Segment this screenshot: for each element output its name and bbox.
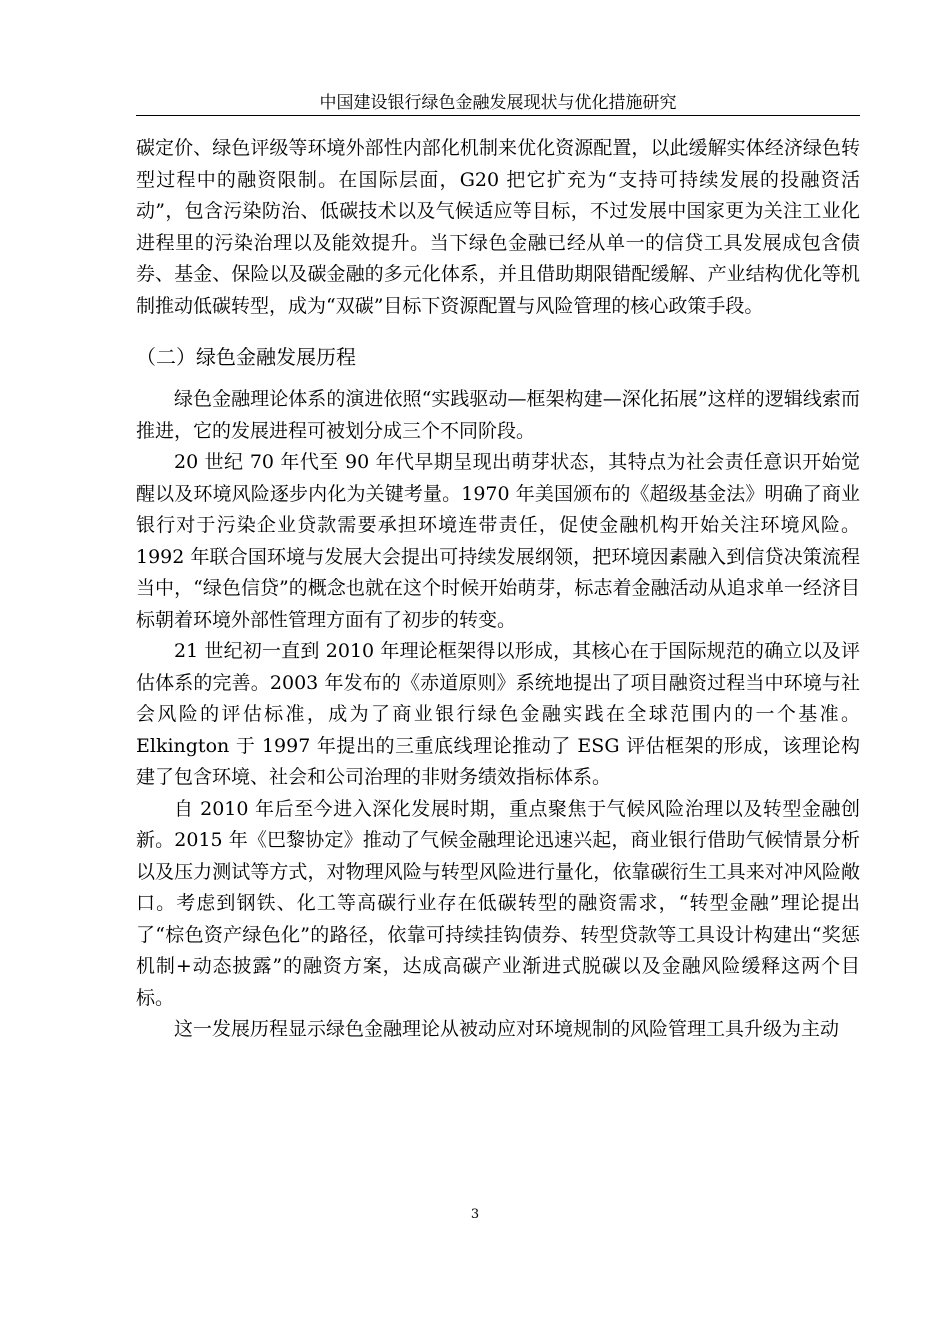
header-divider: [136, 115, 860, 116]
page-number: 3: [470, 1207, 480, 1222]
paragraph-overview: 绿色金融理论体系的演进依照“实践驱动—框架构建—深化拓展”这样的逻辑线索而推进，它的发展进程可被划分成三个不同阶段。: [136, 388, 860, 442]
page-body: [136, 133, 860, 1046]
paragraph-stage-one: 20 世纪 70 年代至 90 年代早期呈现出萌芽状态，其特点为社会责任意识开始觉醒以及环境风险逐步内化为关键考量。1970 年美国颁布的《超级基金法》明确了商业银行对于污染企业贷款需要承担环境连带责任，促使金融机构开始关注环境风险。1992 年联合国环境与发展大会提出可持续发展纲领，把环境因素融入到信贷决策流程当中，“绿色信贷”的概念也就在这个时候开始萌芽，标志着金融活动从追求单一经济目标朝着环境外部性管理方面有了初步的转变。: [136, 451, 860, 631]
paragraph-stage-three: 自 2010 年后至今进入深化发展时期，重点聚焦于气候风险治理以及转型金融创新。2015 年《巴黎协定》推动了气候金融理论迅速兴起，商业银行借助气候情景分析以及压力测试等方式，对物理风险与转型风险进行量化，依靠碳衍生工具来对冲风险敞口。考虑到钢铁、化工等高碳行业存在低碳转型的融资需求，“转型金融”理论提出了“棕色资产绿色化”的路径，依靠可持续挂钩债券、转型贷款等工具设计构建出“奖惩机制+动态披露”的融资方案，达成高碳产业渐进式脱碳以及金融风险缓释这两个目标。: [136, 797, 860, 1009]
paragraph-stage-two: 21 世纪初一直到 2010 年理论框架得以形成，其核心在于国际规范的确立以及评估体系的完善。2003 年发布的《赤道原则》系统地提出了项目融资过程当中环境与社会风险的评估标准，成为了商业银行绿色金融实践在全球范围内的一个基准。Elkington 于 1997 年提出的三重底线理论推动了 ESG 评估框架的形成，该理论构建了包含环境、社会和公司治理的非财务绩效指标体系。: [136, 640, 860, 788]
running-header-title: 中国建设银行绿色金融发展现状与优化措施研究: [319, 93, 677, 113]
section-heading: （二）绿色金融发展历程: [136, 345, 356, 369]
paragraph-intro-continued: 碳定价、绿色评级等环境外部性内部化机制来优化资源配置，以此缓解实体经济绿色转型过程中的融资限制。在国际层面，G20 把它扩充为“支持可持续发展的投融资活动”，包含污染防治、低碳技术以及气候适应等目标，不过发展中国家更为关注工业化进程里的污染治理以及能效提升。当下绿色金融已经从单一的信贷工具发展成包含债券、基金、保险以及碳金融的多元化体系，并且借助期限错配缓解、产业结构优化等机制推动低碳转型，成为“双碳”目标下资源配置与风险管理的核心政策手段。: [136, 137, 860, 317]
paragraph-summary: 这一发展历程显示绿色金融理论从被动应对环境规制的风险管理工具升级为主动: [174, 1018, 840, 1040]
